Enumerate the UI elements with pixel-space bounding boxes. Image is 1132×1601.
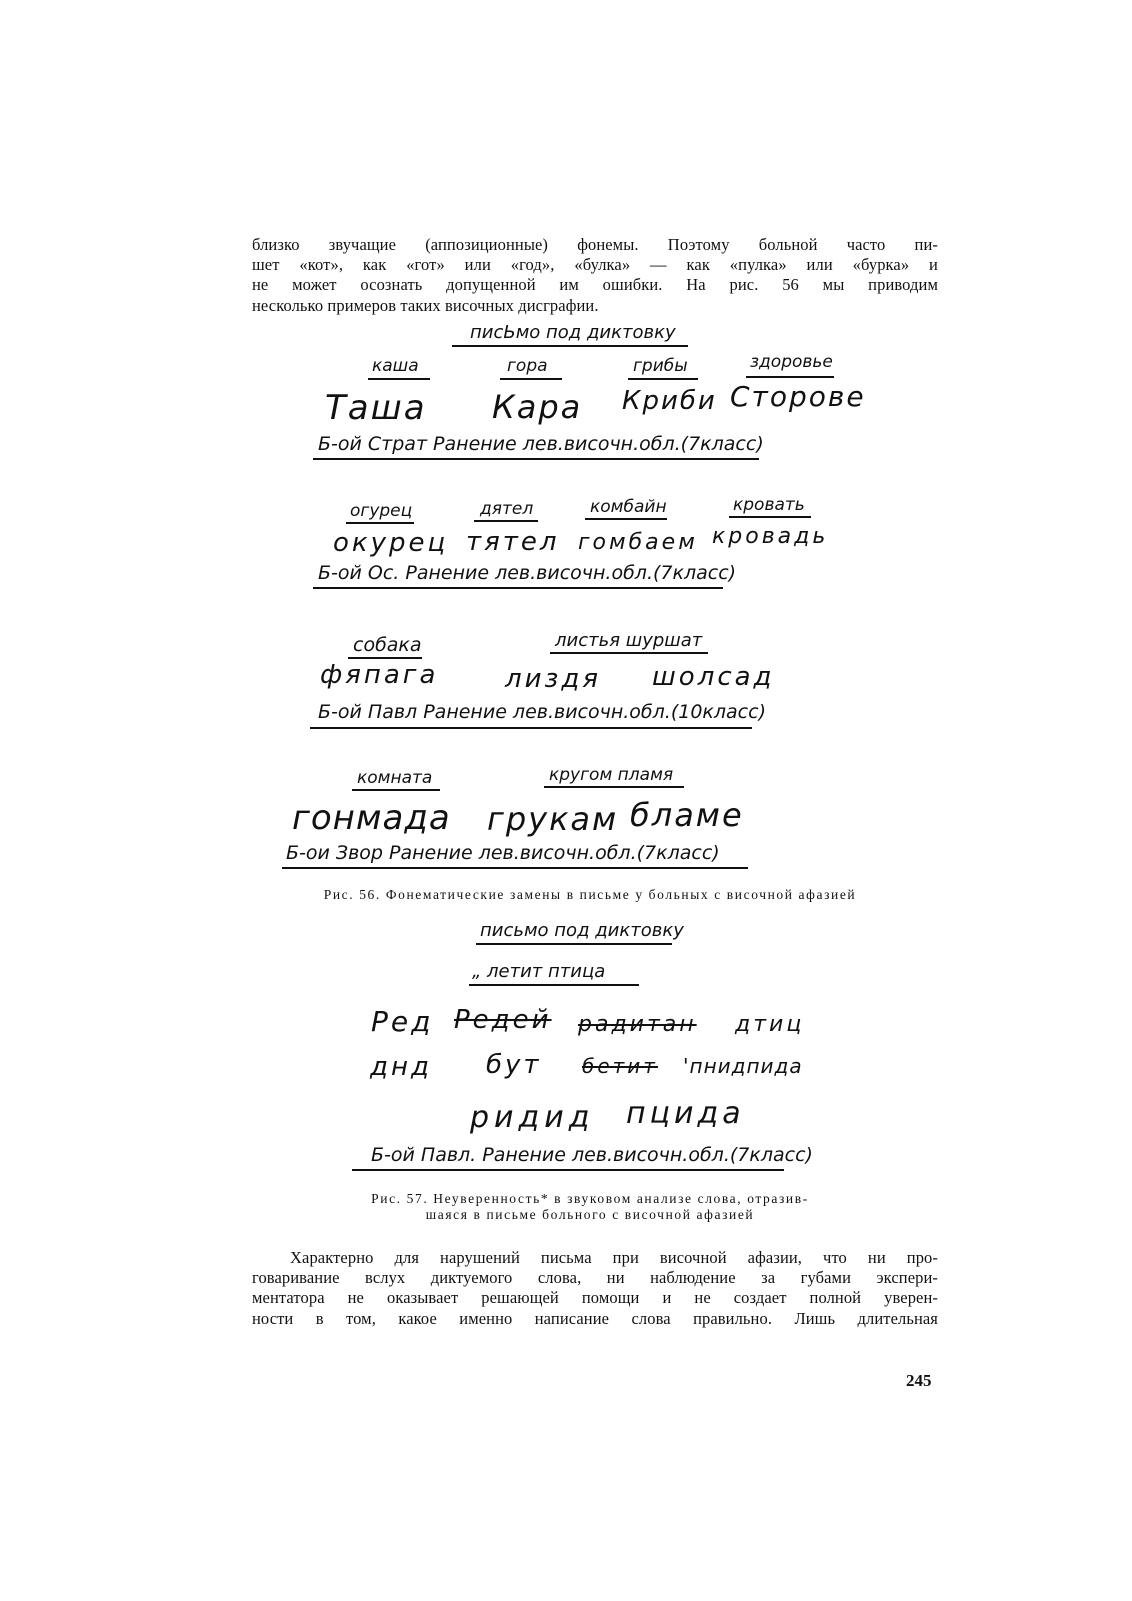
figure-title: письмо под диктовку <box>480 920 684 941</box>
dictated-word: грибы <box>633 356 688 376</box>
figure-caption-line1: Рис. 57. Неуверенность* в звуковом анализе слова, отразив- <box>371 1191 809 1206</box>
word-underline <box>729 516 811 518</box>
word-underline <box>585 518 667 520</box>
phrase-underline <box>469 984 639 986</box>
written-word: бламе <box>630 796 744 834</box>
word-underline <box>500 378 562 380</box>
written-word: бут <box>486 1050 542 1080</box>
written-word: 'пнидпида <box>683 1054 803 1078</box>
closing-paragraph <box>252 1248 938 1329</box>
written-word: окурец <box>333 528 449 558</box>
text-line: не может осознать допущенной им ошибки. На рис. 56 мы приводим <box>252 275 938 295</box>
word-underline <box>550 652 708 654</box>
written-word: Таша <box>325 388 427 428</box>
dictated-phrase: „ летит птица <box>472 961 606 982</box>
text-line: шет «кот», как «гот» или «год», «булка» — как «пулка» или «бурка» и <box>252 255 938 275</box>
patient-note: Б-ой Павл. Ранение лев.височн.обл.(7класс) <box>371 1144 813 1166</box>
crossed-out-word: Редей <box>454 1005 552 1035</box>
title-underline <box>452 345 688 347</box>
text-line: ности в том, какое именно написание слова правильно. Лишь длительная <box>252 1308 938 1328</box>
crossed-out-word: бетит <box>582 1054 658 1078</box>
written-word: фяпага <box>320 660 439 690</box>
text-line: близко звучащие (аппозиционные) фонемы. Поэтому больной часто пи- <box>252 235 938 254</box>
dictated-word: дятел <box>480 499 534 519</box>
page-number: 245 <box>906 1371 932 1390</box>
dictated-word: гора <box>507 356 548 376</box>
patient-underline <box>282 867 748 869</box>
dictated-word: огурец <box>350 501 413 521</box>
title-underline <box>476 943 672 945</box>
written-word: днд <box>370 1052 432 1082</box>
written-word: Сторове <box>730 380 866 413</box>
written-word: Ред <box>371 1005 434 1038</box>
word-underline <box>352 789 440 791</box>
written-word: грукам <box>487 800 619 838</box>
text-line: ментатора не оказывает решающей помощи и не создает полной уверен- <box>252 1288 938 1308</box>
word-underline <box>746 376 834 378</box>
figure-title: писЬмо под диктовку <box>470 322 676 343</box>
written-word: ридид <box>470 1100 595 1135</box>
word-underline <box>628 378 698 380</box>
patient-note: Б-ои Звор Ранение лев.височн.обл.(7класс) <box>286 842 720 864</box>
dictated-word: кругом пламя <box>549 765 674 785</box>
written-word: Криби <box>622 386 717 416</box>
word-underline <box>474 520 538 522</box>
word-underline <box>348 657 422 659</box>
patient-note: Б-ой Павл Ранение лев.височн.обл.(10класс) <box>318 701 766 723</box>
text-line: несколько примеров таких височных дисграфии. <box>252 295 599 315</box>
dictated-word: комбайн <box>590 497 667 517</box>
figure-caption: Рис. 56. Фонематические замены в письме у больных с височной афазией <box>323 887 857 902</box>
written-word: кровадь <box>712 524 829 549</box>
written-word: пцида <box>626 1096 745 1131</box>
written-word: Кара <box>492 388 583 426</box>
text-line: говаривание вслух диктуемого слова, ни наблюдение за губами экспери- <box>252 1268 938 1288</box>
word-underline <box>346 522 414 524</box>
dictated-word: листья шуршат <box>555 630 703 651</box>
written-word: дтиц <box>735 1012 805 1037</box>
written-word: тятел <box>466 527 560 557</box>
written-word: лиздя <box>505 664 601 694</box>
patient-underline <box>313 458 759 460</box>
text-line: Характерно для нарушений письма при височной афазии, что ни про- <box>290 1248 938 1267</box>
written-word: гонмада <box>292 798 451 838</box>
dictated-word: комната <box>357 768 433 788</box>
word-underline <box>368 378 430 380</box>
patient-note: Б-ой Страт Ранение лев.височн.обл.(7класс) <box>318 433 764 455</box>
written-word: гомбаем <box>578 530 698 555</box>
dictated-word: каша <box>372 356 419 376</box>
crossed-out-word: радитан <box>578 1012 697 1037</box>
patient-underline <box>310 727 752 729</box>
patient-underline <box>352 1169 784 1171</box>
word-underline <box>544 786 684 788</box>
intro-paragraph <box>252 235 938 316</box>
dictated-word: здоровье <box>750 352 833 372</box>
figure-caption-line2: шаяся в письме больного с височной афазией <box>425 1207 755 1222</box>
dictated-word: кровать <box>733 495 805 515</box>
patient-note: Б-ой Ос. Ранение лев.височн.обл.(7класс) <box>318 562 737 584</box>
written-word: шолсад <box>652 662 775 692</box>
patient-underline <box>313 587 723 589</box>
dictated-word: собака <box>353 634 422 656</box>
